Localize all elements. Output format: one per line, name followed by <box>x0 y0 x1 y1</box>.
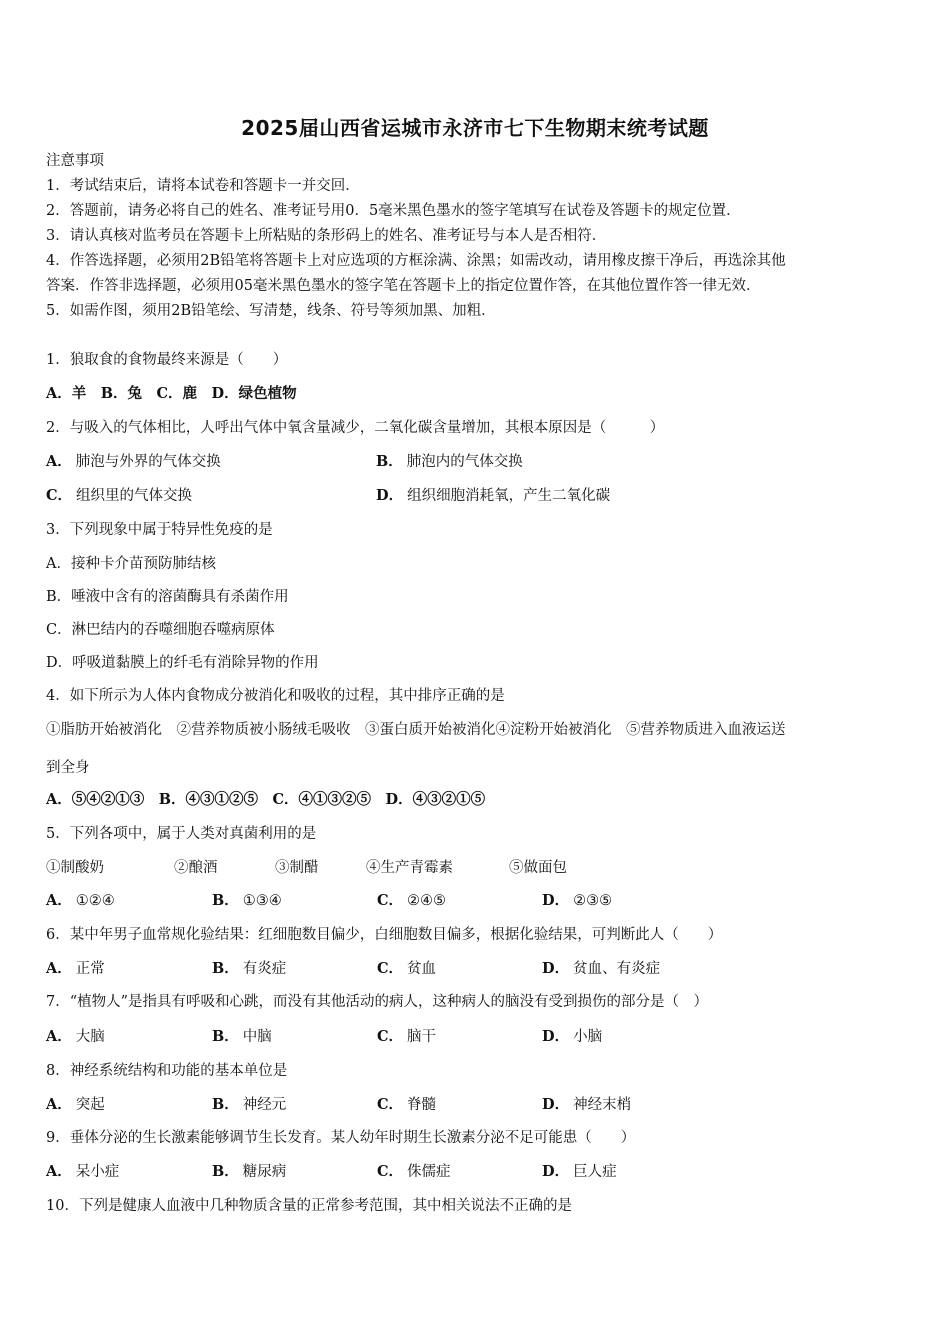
option-text: ①②④ <box>75 893 115 909</box>
option-text: 肺泡与外界的气体交换 <box>75 454 221 470</box>
question-4-items-cont: 到全身 <box>46 760 90 776</box>
option-text: 神经元 <box>242 1097 287 1113</box>
question-8-option-c <box>377 1095 436 1115</box>
note-line: 5．如需作图，须用2B铅笔绘、写清楚，线条、符号等须加黑、加粗． <box>46 303 496 319</box>
option-text: 糖尿病 <box>242 1164 287 1180</box>
question-6-option-d <box>542 959 660 979</box>
question-7-option-c <box>377 1027 436 1047</box>
option-key: B． <box>212 1163 239 1180</box>
option-text: 小脑 <box>573 1029 603 1045</box>
option-text: 呆小症 <box>75 1164 120 1180</box>
question-10-stem: 10．下列是健康人血液中几种物质含量的正常参考范围，其中相关说法不正确的是 <box>46 1198 572 1214</box>
note-line: 4．作答选择题，必须用2B铅笔将答题卡上对应选项的方框涂满、涂黑；如需改动，请用橡皮擦干净后，再选涂其他 <box>46 253 786 269</box>
option-key: C． <box>377 1028 404 1045</box>
question-9-option-b <box>212 1162 286 1182</box>
option-key: D． <box>542 960 570 977</box>
option-text: ①③④ <box>242 893 282 909</box>
option-text: 贫血 <box>407 961 437 977</box>
option-key: A． <box>46 453 72 470</box>
option-key: C． <box>377 892 404 909</box>
question-7-option-b <box>212 1027 272 1047</box>
question-9-stem: 9．垂体分泌的生长激素能够调节生长发育。某人幼年时期生长激素分泌不足可能患（ ） <box>46 1130 636 1146</box>
question-3-option-c: C．淋巴结内的吞噬细胞吞噬病原体 <box>46 622 275 638</box>
option-text: 中脑 <box>242 1029 272 1045</box>
question-4-options: A．⑤④②①③ B．④③①②⑤ C．④①③②⑤ D．④③②①⑤ <box>46 791 486 808</box>
question-6-option-b <box>212 959 286 979</box>
question-5-item: ③制醋 <box>275 860 319 876</box>
question-3-option-a: A．接种卡介苗预防肺结核 <box>46 556 216 572</box>
question-5-item: ①制酸奶 <box>46 860 104 876</box>
question-6-option-a <box>46 959 105 979</box>
question-5-option-c <box>377 891 446 911</box>
option-key: C． <box>377 960 404 977</box>
question-5-stem: 5．下列各项中，属于人类对真菌利用的是 <box>46 826 317 842</box>
option-text: 肺泡内的气体交换 <box>406 454 523 470</box>
question-8-option-a <box>46 1095 105 1115</box>
question-5-option-a <box>46 891 115 911</box>
question-4-items: ①脂肪开始被消化 ②营养物质被小肠绒毛吸收 ③蛋白质开始被消化④淀粉开始被消化 ⑤营养物质进入血液运送 <box>46 722 786 738</box>
question-9-option-c <box>377 1162 451 1182</box>
question-5-option-b <box>212 891 282 911</box>
question-7-option-a <box>46 1027 105 1047</box>
question-5-item: ②酿酒 <box>174 860 218 876</box>
question-2-stem: 2．与吸入的气体相比，人呼出气体中氧含量减少，二氧化碳含量增加，其根本原因是（ ） <box>46 420 665 436</box>
option-key: D． <box>376 487 404 504</box>
question-8-option-b <box>212 1095 286 1115</box>
option-key: D． <box>542 1096 570 1113</box>
question-9-option-d <box>542 1162 617 1182</box>
question-7-option-d <box>542 1027 602 1047</box>
question-5-item: ④生产青霉素 <box>366 860 453 876</box>
option-text: 神经末梢 <box>573 1097 632 1113</box>
question-8-stem: 8．神经系统结构和功能的基本单位是 <box>46 1063 288 1079</box>
question-7-stem: 7．“植物人”是指具有呼吸和心跳，而没有其他活动的病人，这种病人的脑没有受到损伤的部分是（ ） <box>46 994 709 1010</box>
option-key: B． <box>212 960 239 977</box>
question-1-stem: 1．狼取食的食物最终来源是（ ） <box>46 352 288 368</box>
option-key: C． <box>46 487 73 504</box>
option-text: ②③⑤ <box>573 893 613 909</box>
option-key: A． <box>46 960 72 977</box>
note-line: 1．考试结束后，请将本试卷和答题卡一并交回． <box>46 178 360 194</box>
option-key: C． <box>377 1096 404 1113</box>
question-1-options: A．羊 B．兔 C．鹿 D．绿色植物 <box>46 385 297 402</box>
option-text: 组织细胞消耗氧，产生二氧化碳 <box>407 488 611 504</box>
option-text: 巨人症 <box>573 1164 617 1180</box>
note-line: 2．答题前，请务必将自己的姓名、准考证号用0．5毫米黑色墨水的签字笔填写在试卷及答题卡的规定位置． <box>46 203 741 219</box>
option-key: A． <box>46 892 72 909</box>
question-4-stem: 4．如下所示为人体内食物成分被消化和吸收的过程，其中排序正确的是 <box>46 688 505 704</box>
question-2-option-a <box>46 452 221 472</box>
option-text: 侏儒症 <box>407 1164 451 1180</box>
option-text: 组织里的气体交换 <box>76 488 193 504</box>
question-3-option-d: D．呼吸道黏膜上的纤毛有消除异物的作用 <box>46 655 319 671</box>
option-key: C． <box>377 1163 404 1180</box>
note-line: 3．请认真核对监考员在答题卡上所粘贴的条形码上的姓名、准考证号与本人是否相符． <box>46 228 607 244</box>
option-text: 正常 <box>75 961 105 977</box>
question-6-option-c <box>377 959 436 979</box>
option-text: 贫血、有炎症 <box>573 961 661 977</box>
question-2-option-b <box>376 452 523 472</box>
option-key: D． <box>542 1028 570 1045</box>
option-key: D． <box>542 892 570 909</box>
option-key: A． <box>46 1028 72 1045</box>
option-key: B． <box>212 892 239 909</box>
option-text: 有炎症 <box>242 961 287 977</box>
question-9-option-a <box>46 1162 119 1182</box>
option-text: ②④⑤ <box>407 893 447 909</box>
option-key: D． <box>542 1163 570 1180</box>
option-key: B． <box>376 453 403 470</box>
question-8-option-d <box>542 1095 631 1115</box>
question-5-option-d <box>542 891 612 911</box>
option-key: B． <box>212 1028 239 1045</box>
page-title: 2025届山西省运城市永济市七下生物期末统考试题 <box>241 116 709 140</box>
question-5-item: ⑤做面包 <box>509 860 567 876</box>
option-text: 突起 <box>75 1097 105 1113</box>
option-key: A． <box>46 1096 72 1113</box>
option-text: 大脑 <box>75 1029 105 1045</box>
option-key: B． <box>212 1096 239 1113</box>
option-text: 脊髓 <box>407 1097 437 1113</box>
question-3-stem: 3．下列现象中属于特异性免疫的是 <box>46 522 273 538</box>
question-2-option-c <box>46 486 192 506</box>
question-3-option-b: B．唾液中含有的溶菌酶具有杀菌作用 <box>46 589 289 605</box>
question-2-option-d <box>376 486 610 506</box>
note-line: 答案．作答非选择题，必须用05毫米黑色墨水的签字笔在答题卡上的指定位置作答，在其他位置作答一律无效． <box>46 278 761 294</box>
option-text: 脑干 <box>407 1029 437 1045</box>
option-key: A． <box>46 1163 72 1180</box>
notes-heading: 注意事项 <box>46 153 104 169</box>
question-6-stem: 6．某中年男子血常规化验结果：红细胞数目偏少，白细胞数目偏多，根据化验结果，可判断此人（ ） <box>46 927 723 943</box>
